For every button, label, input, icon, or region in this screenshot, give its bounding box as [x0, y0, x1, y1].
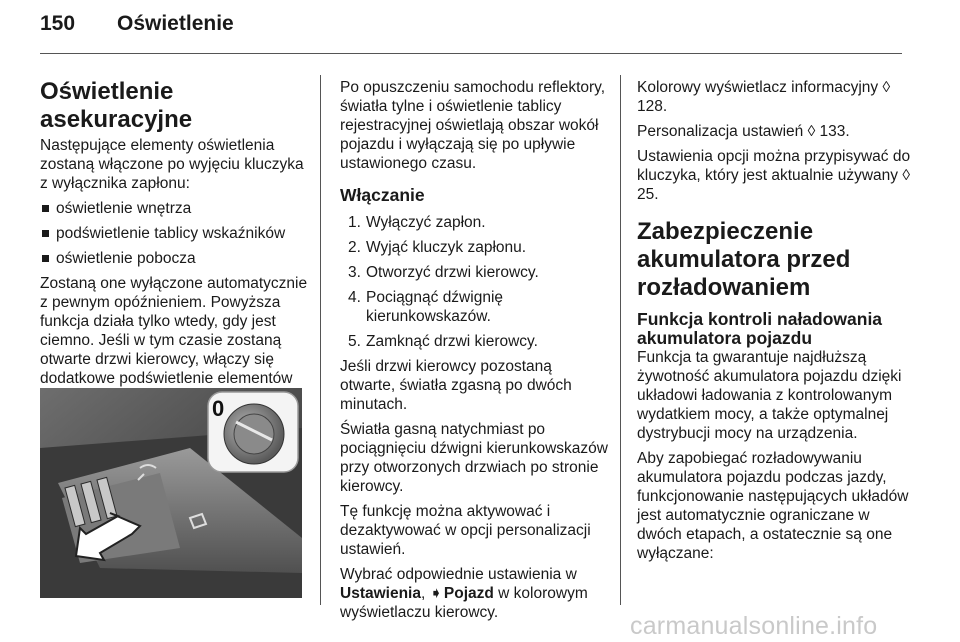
body-paragraph: Funkcja ta gwarantuje najdłuższą żywotność akumulatora pojazdu dzięki układowi ładowania z kontrolowanym wydatkiem mocy, a także optymalnej dystrybucji mocy na urządzenia.: [637, 349, 902, 442]
watermark: carmanualsonline.info: [630, 612, 878, 640]
list-item: 3. Otworzyć drzwi kierowcy.: [348, 264, 539, 281]
svg-text:0: 0: [212, 396, 225, 421]
illustration-stalk-lever: [40, 388, 302, 598]
column-1: [40, 78, 310, 413]
body-paragraph: Zostaną one wyłączone automatycznie z pewnym opóźnieniem. Powyższa funkcja działa tylko wtedy, gdy jest ciemno. Jeśli w tym czasie zostaną otwarte drzwi kierowcy, włączy się dodatkowe podświetlenie elementów: [40, 275, 308, 387]
body-paragraph: Kolorowy wyświetlacz informacyjny ◊ 128.: [637, 79, 891, 115]
body-paragraph: Światła gasną natychmiast po pociągnięciu dźwigni kierunkowskazów przy otworzonych drzwiach po stronie kierowcy.: [340, 421, 608, 495]
menu-arrow-icon: ➧: [429, 585, 443, 602]
subsection-heading: Włączanie: [340, 185, 425, 205]
body-paragraph: Personalizacja ustawień ◊ 133.: [637, 123, 850, 140]
body-paragraph: Po opuszczeniu samochodu reflektory, światła tylne i oświetlenie tablicy rejestracyjnej oświetlają obszar wokół pojazdu i wyłączają się po upływie ustawionego czasu.: [340, 79, 606, 172]
body-paragraph: Jeśli drzwi kierowcy pozostaną otwarte, światła zgasną po dwóch minutach.: [340, 358, 572, 413]
list-item: 4. Pociągnąć dźwignię kierunkowskazów.: [348, 289, 504, 325]
section-heading: Zabezpieczenie akumulatora przed rozładowaniem: [637, 218, 851, 301]
page-header-title: Oświetlenie: [117, 12, 234, 35]
subsection-heading: Funkcja kontroli naładowania akumulatora pojazdu: [637, 309, 883, 348]
list-item: podświetlenie tablicy wskaźników: [40, 224, 310, 243]
list-item: 1. Wyłączyć zapłon.: [348, 214, 486, 231]
list-item: 2. Wyjąć kluczyk zapłonu.: [348, 239, 527, 256]
intro-paragraph: Następujące elementy oświetlenia zostaną włączone po wyjęciu kluczyka z wyłącznika zapłonu:: [40, 137, 304, 192]
column-divider-2: [620, 75, 621, 605]
column-3: [637, 78, 912, 569]
body-paragraph: Tę funkcję można aktywować i dezaktywować w opcji personalizacji ustawień.: [340, 503, 591, 558]
list-item: oświetlenie wnętrza: [40, 199, 310, 218]
page-number: 150: [40, 12, 76, 35]
body-paragraph: Aby zapobiegać rozładowywaniu akumulatora pojazdu podczas jazdy, funkcjonowanie następujących układów jest automatycznie ograniczane w dwóch etapach, a ostatecznie są one wyłączane:: [637, 450, 909, 562]
bullet-list: [40, 199, 310, 268]
list-item: oświetlenie pobocza: [40, 249, 310, 268]
body-paragraph: Ustawienia opcji można przypisywać do kluczyka, który jest aktualnie używany ◊ 25.: [637, 148, 911, 203]
body-paragraph: Wybrać odpowiednie ustawienia w Ustawienia, ➧ Pojazd w kolorowym wyświetlaczu kierowcy.: [340, 566, 588, 621]
list-item: 5. Zamknąć drzwi kierowcy.: [348, 333, 538, 350]
section-heading: Oświetlenie asekuracyjne: [40, 78, 193, 133]
numbered-steps: [340, 213, 610, 351]
header-divider: [40, 53, 902, 54]
column-divider-1: [320, 75, 321, 605]
column-2: [340, 78, 610, 628]
